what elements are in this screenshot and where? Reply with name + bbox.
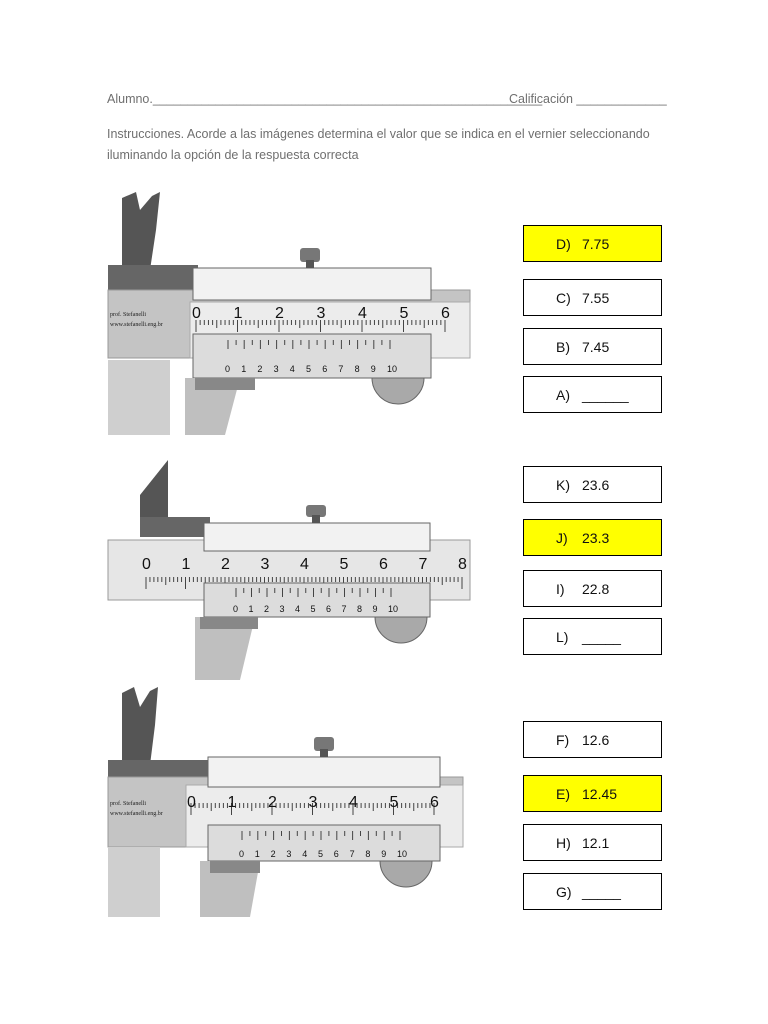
option-e[interactable]: E) 12.45 <box>523 775 662 812</box>
vernier-label: 4 <box>302 849 308 859</box>
vernier-label: 7 <box>349 849 355 859</box>
option-a[interactable]: A) ______ <box>523 376 662 413</box>
main-scale-label: 2 <box>275 305 284 322</box>
main-scale-label: 4 <box>358 305 367 322</box>
main-scale-label: 7 <box>418 556 428 573</box>
instructions: Instrucciones. Acorde a las imágenes determina el valor que se indica en el vernier seleccionando iluminando la opción de la respuesta correcta <box>107 127 650 162</box>
main-scale-label: 3 <box>260 556 270 573</box>
vernier-label: 7 <box>341 604 347 614</box>
main-scale-label: 6 <box>379 556 388 573</box>
vernier-label: 1 <box>248 604 254 614</box>
main-scale-label: 3 <box>316 305 326 322</box>
vernier-label: 0 <box>233 604 239 614</box>
main-scale-label: 4 <box>349 794 358 811</box>
option-j[interactable]: J) 23.3 <box>523 519 662 556</box>
main-scale-label: 0 <box>187 794 196 811</box>
vernier-label: 6 <box>326 604 332 614</box>
vernier-label: 1 <box>241 364 247 374</box>
main-scale-label: 2 <box>221 556 230 573</box>
option-g[interactable]: G) _____ <box>523 873 662 910</box>
main-scale-label: 0 <box>192 305 201 322</box>
maker-text-3b: www.stefanelli.eng.br <box>110 811 163 817</box>
vernier-label: 9 <box>370 364 376 374</box>
vernier-label: 2 <box>270 849 276 859</box>
main-scale-label: 3 <box>308 794 318 811</box>
caliper-image-2 <box>0 455 480 705</box>
main-scale-label: 6 <box>441 305 450 322</box>
maker-text-3a: prof. Stefanelli <box>110 801 146 807</box>
main-scale-label: 1 <box>181 556 191 573</box>
main-scale-label: 2 <box>268 794 277 811</box>
vernier-label: 8 <box>365 849 371 859</box>
grade-field[interactable]: Calificación _____________ <box>509 92 667 106</box>
vernier-label: 1 <box>254 849 260 859</box>
vernier-label: 7 <box>338 364 344 374</box>
vernier-label: 0 <box>225 364 231 374</box>
vernier-label: 2 <box>257 364 263 374</box>
option-k[interactable]: K) 23.6 <box>523 466 662 503</box>
vernier-label: 10 <box>387 364 398 374</box>
option-l[interactable]: L) _____ <box>523 618 662 655</box>
vernier-label: 6 <box>333 849 339 859</box>
main-scale-label: 0 <box>142 556 151 573</box>
vernier-label: 9 <box>372 604 378 614</box>
vernier-label: 9 <box>381 849 387 859</box>
vernier-label: 8 <box>354 364 360 374</box>
option-c[interactable]: C) 7.55 <box>523 279 662 316</box>
option-i[interactable]: I) 22.8 <box>523 570 662 607</box>
option-d[interactable]: D) 7.75 <box>523 225 662 262</box>
option-b[interactable]: B) 7.45 <box>523 328 662 365</box>
main-scale-label: 5 <box>389 794 399 811</box>
main-scale-label: 4 <box>300 556 309 573</box>
vernier-label: 0 <box>239 849 245 859</box>
main-scale-label: 8 <box>458 556 467 573</box>
student-name-field[interactable]: Alumno.________________________________________________________ <box>107 92 543 106</box>
caliper-image-3 <box>0 685 480 935</box>
maker-text-1b: www.stefanelli.eng.br <box>110 322 163 328</box>
vernier-label: 5 <box>306 364 312 374</box>
main-scale-label: 1 <box>233 305 243 322</box>
main-scale-label: 5 <box>339 556 349 573</box>
vernier-label: 10 <box>397 849 408 859</box>
caliper-image-1 <box>0 190 480 440</box>
vernier-label: 6 <box>322 364 328 374</box>
vernier-label: 5 <box>318 849 324 859</box>
vernier-label: 4 <box>295 604 301 614</box>
maker-text-1a: prof. Stefanelli <box>110 312 146 318</box>
option-h[interactable]: H) 12.1 <box>523 824 662 861</box>
vernier-label: 2 <box>264 604 270 614</box>
vernier-label: 4 <box>289 364 295 374</box>
vernier-label: 8 <box>357 604 363 614</box>
vernier-label: 5 <box>310 604 316 614</box>
vernier-label: 3 <box>273 364 279 374</box>
header-line <box>107 92 667 106</box>
vernier-label: 10 <box>388 604 399 614</box>
main-scale-label: 5 <box>399 305 409 322</box>
main-scale-label: 6 <box>430 794 439 811</box>
vernier-label: 3 <box>286 849 292 859</box>
main-scale-label: 1 <box>227 794 237 811</box>
vernier-label: 3 <box>279 604 285 614</box>
option-f[interactable]: F) 12.6 <box>523 721 662 758</box>
